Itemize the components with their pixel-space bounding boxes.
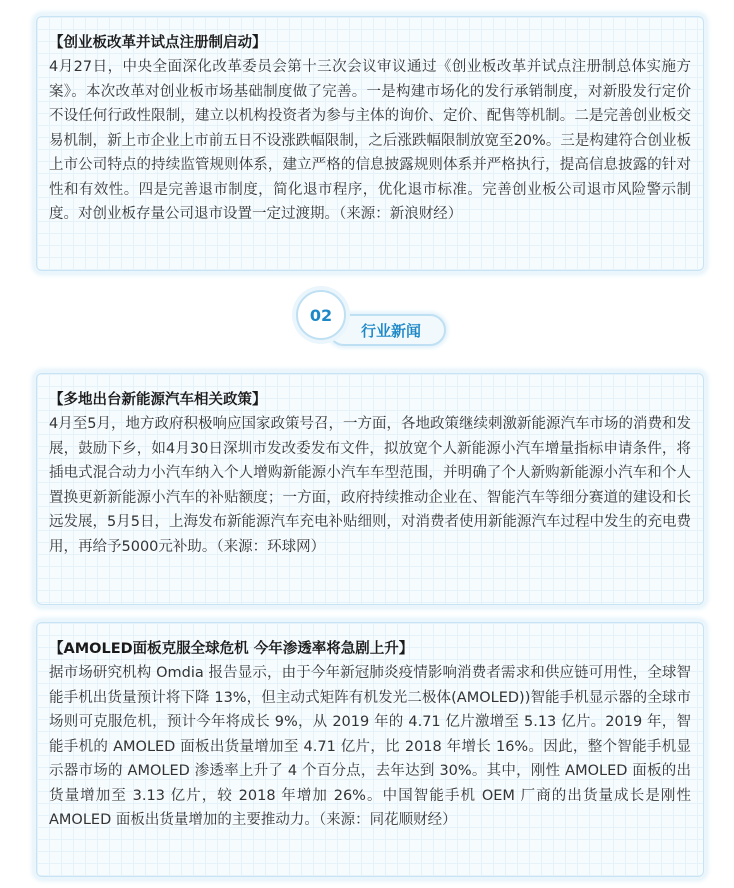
section-header bbox=[280, 288, 460, 368]
section-number-badge: 02 bbox=[296, 290, 346, 340]
news-title: 【创业板改革并试点注册制启动】 bbox=[49, 35, 267, 51]
section-title-pill: 行业新闻 bbox=[328, 314, 446, 346]
news-body: 4月27日，中央全面深化改革委员会第十三次会议审议通过《创业板改革并试点注册制总体实施方案》。本次改革对创业板市场基础制度做了完善。一是构建市场化的发行承销制度，对新股发行定价不设任何行政性限制，建立以机构投资者为参与主体的询价、定价、配售等机制。二是完善创业板交易机制，新上市企业上市前五日不设涨跌幅限制，之后涨跌幅限制放宽至20%。三是构建符合创业板上市公司特点的持续监管规则体系，建立严格的信息披露规则体系并严格执行，提高信息披露的针对性和有效性。四是完善退市制度，简化退市程序，优化退市标准。完善创业板公司退市风险警示制度。对创业板存量公司退市设置一定过渡期。（来源：新浪财经） bbox=[49, 59, 691, 222]
news-body: 4月至5月，地方政府积极响应国家政策号召，一方面，各地政策继续刺激新能源汽车市场的消费和发展，鼓励下乡，如4月30日深圳市发改委发布文件，拟放宽个人新能源小汽车增量指标申请条件，将插电式混合动力小汽车纳入个人增购新能源小汽车车型范围，并明确了个人新购新能源小汽车和个人置换更新新能源小汽车的补贴额度；一方面，政府持续推动企业在、智能汽车等细分赛道的建设和长远发展，5月5日，上海发布新能源汽车充电补贴细则，对消费者使用新能源汽车过程中发生的充电费用，再给予5000元补助。（来源：环球网） bbox=[49, 416, 691, 555]
news-card-nev-policy bbox=[36, 373, 704, 605]
news-card-amoled bbox=[36, 622, 704, 877]
news-title: 【多地出台新能源汽车相关政策】 bbox=[49, 392, 267, 408]
news-card-startup-board bbox=[36, 16, 704, 271]
news-title: 【AMOLED面板克服全球危机 今年渗透率将急剧上升】 bbox=[49, 641, 414, 657]
news-body: 据市场研究机构 Omdia 报告显示，由于今年新冠肺炎疫情影响消费者需求和供应链可用性，全球智能手机出货量预计将下降 13%，但主动式矩阵有机发光二极体(AMOLED))智能手机显示器的全球市场则可克服危机，预计今年将成长 9%，从 2019 年的 4.71 亿片激增至 5.13 亿片。2019 年，智能手机的 AMOLED 面板出货量增加至 4.71 亿片，比 2018 年增长 16%。因此，整个智能手机显示器市场的 AMOLED 渗透率上升了 4 个百分点，去年达到 30%。其中，刚性 AMOLED 面板的出货量增加至 3.13 亿片，较 2018 年增加 26%。中国智能手机 OEM 厂商的出货量成长是刚性 AMOLED 面板出货量增加的主要推动力。（来源：同花顺财经） bbox=[49, 665, 691, 828]
